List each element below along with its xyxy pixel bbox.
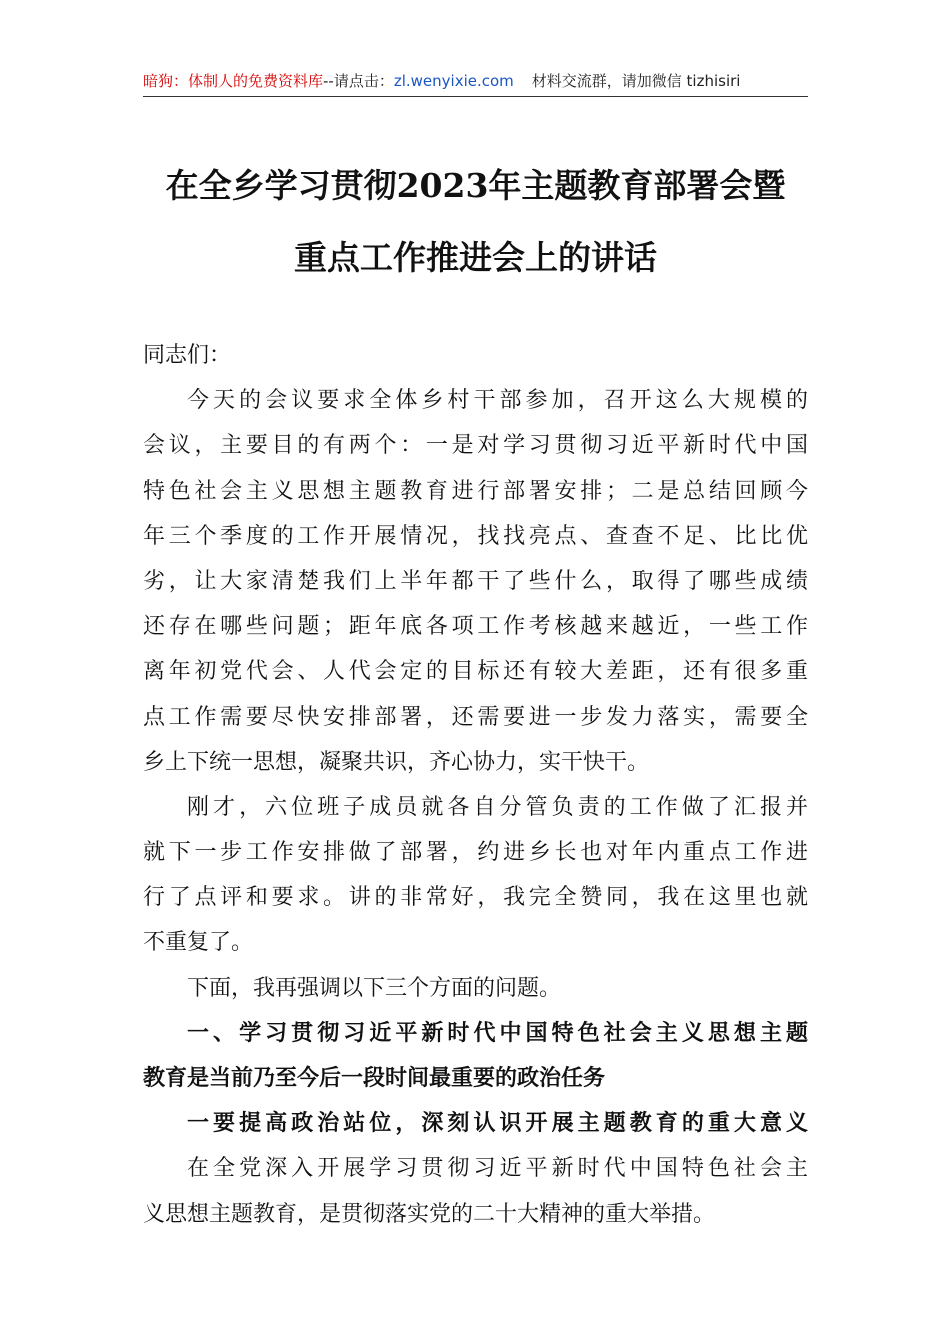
paragraph-line: 在全党深入开展学习贯彻习近平新时代中国特色社会主 bbox=[187, 1156, 808, 1182]
paragraph-line: 离年初党代会、人代会定的目标还有较大差距，还有很多重 bbox=[143, 659, 808, 685]
paragraph-line: 就下一步工作安排做了部署，约进乡长也对年内重点工作进 bbox=[143, 840, 808, 866]
paragraph-line: 还存在哪些问题；距年底各项工作考核越来越近，一些工作 bbox=[143, 614, 808, 640]
paragraph-line: 特色社会主义思想主题教育进行部署安排；二是总结回顾今 bbox=[143, 478, 808, 504]
paragraph-line: 会议，主要目的有两个：一是对学习贯彻习近平新时代中国 bbox=[143, 433, 808, 459]
section-heading: 教育是当前乃至今后一段时间最重要的政治任务 bbox=[143, 1066, 606, 1091]
header-brand: 暗狗：体制人的免费资料库 bbox=[143, 72, 324, 90]
paragraph-line: 刚才，六位班子成员就各自分管负责的工作做了汇报并 bbox=[187, 794, 808, 820]
paragraph-line: 年三个季度的工作开展情况，找找亮点、查查不足、比比优 bbox=[143, 523, 808, 549]
paragraph-line: 行了点评和要求。讲的非常好，我完全赞同，我在这里也就 bbox=[143, 885, 808, 911]
section-heading: 一、学习贯彻习近平新时代中国特色社会主义思想主题 bbox=[187, 1020, 808, 1046]
paragraph-line: 义思想主题教育，是贯彻落实党的二十大精神的重大举措。 bbox=[143, 1201, 716, 1227]
header-prompt: --请点击： bbox=[323, 72, 394, 90]
paragraph-line: 劣，让大家清楚我们上半年都干了些什么，取得了哪些成绩 bbox=[143, 568, 808, 594]
paragraph-line: 乡上下统一思想，凝聚共识，齐心协力，实干快干。 bbox=[143, 749, 650, 775]
paragraph-line: 点工作需要尽快安排部署，还需要进一步发力落实，需要全 bbox=[143, 704, 808, 730]
paragraph-line: 今天的会议要求全体乡村干部参加，召开这么大规模的 bbox=[187, 388, 808, 414]
title-line-2: 重点工作推进会上的讲话 bbox=[294, 238, 657, 277]
title-line-1: 在全乡学习贯彻2023年主题教育部署会暨 bbox=[165, 166, 786, 205]
subsection-heading: 一要提高政治站位，深刻认识开展主题教育的重大意义 bbox=[187, 1111, 808, 1137]
salutation: 同志们： bbox=[143, 343, 232, 368]
paragraph-line: 下面，我再强调以下三个方面的问题。 bbox=[187, 975, 562, 1001]
header-contact: 材料交流群，请加微信 tizhisiri bbox=[531, 72, 741, 90]
page-header bbox=[143, 68, 808, 97]
body-text bbox=[143, 333, 808, 1237]
paragraph-line: 不重复了。 bbox=[143, 930, 254, 956]
header-url-link[interactable]: zl.wenyixie.com bbox=[393, 72, 514, 90]
